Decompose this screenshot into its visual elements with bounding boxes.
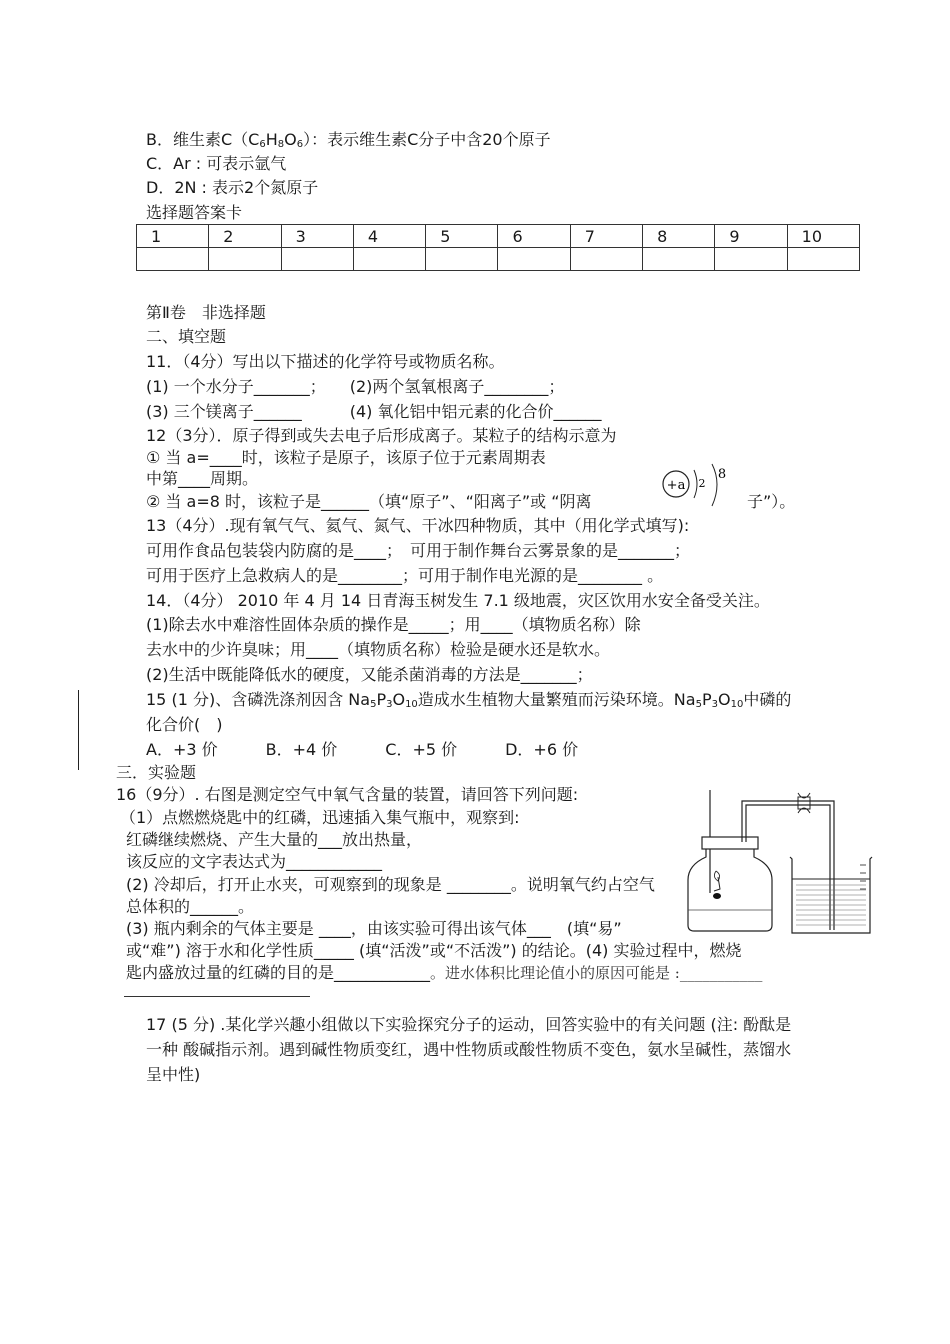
answer-cell[interactable]	[787, 248, 859, 271]
answer-cell[interactable]	[137, 248, 209, 271]
answer-cell[interactable]	[570, 248, 642, 271]
question-11-line1: (1) 一个水分子_______； (2)两个氢氧根离子________；	[146, 377, 565, 396]
question-16-line4: (2) 冷却后，打开止水夹，可观察到的现象是 ________。说明氧气约占空气	[126, 875, 655, 894]
question-12-line2: 中第____周期。	[146, 469, 259, 488]
section-heading: 二、填空题	[146, 327, 227, 346]
answer-table	[136, 224, 860, 271]
answer-cell[interactable]	[426, 248, 498, 271]
table-cell: 1	[137, 225, 209, 248]
question-13-line2: 可用于医疗上急救病人的是________；可用于制作电光源的是________ 。	[146, 566, 664, 585]
question-11: 11．（4分）写出以下描述的化学符号或物质名称。	[146, 352, 505, 371]
question-13-line1: 可用作食品包装袋内防腐的是____； 可用于制作舞台云雾景象的是_______；	[146, 541, 691, 560]
question-16-line6: (3) 瓶内剩余的气体主要是 ____，由该实验可得出该气体___ (填“易”	[126, 919, 622, 938]
question-13: 13（4分）.现有氧气气、氦气、氮气、干冰四种物质，其中（用化学式填写):	[146, 516, 690, 535]
answer-cell[interactable]	[209, 248, 281, 271]
question-16-line8: 匙内盛放过量的红磷的目的是____________。进水体积比理论值小的原因可能是 :___________	[126, 963, 763, 982]
question-16: 16（9分）. 右图是测定空气中氧气含量的装置，请回答下列问题:	[116, 785, 579, 804]
answer-cell[interactable]	[715, 248, 787, 271]
table-row	[137, 248, 860, 271]
margin-bar	[78, 690, 79, 770]
table-row	[137, 225, 860, 248]
section-title: 第Ⅱ卷 非选择题	[146, 303, 266, 322]
table-cell: 4	[353, 225, 425, 248]
table-cell: 10	[787, 225, 859, 248]
table-cell: 9	[715, 225, 787, 248]
question-12-line1: ① 当 a=____时，该粒子是原子，该原子位于元素周期表	[146, 448, 546, 467]
answer-cell[interactable]	[281, 248, 353, 271]
nucleus-label: +a	[666, 478, 686, 493]
question-14-line2: 去水中的少许臭味；用____（填物质名称）检验是硬水还是软水。	[146, 640, 611, 659]
question-16-line1: （1）点燃燃烧匙中的红磷，迅速插入集气瓶中，观察到:	[120, 808, 520, 827]
question-16-line2: 红磷继续燃烧、产生大量的___放出热量，	[126, 830, 423, 849]
question-15-options: A．+3 价 B．+4 价 C．+5 价 D．+6 价	[146, 740, 579, 759]
table-cell: 3	[281, 225, 353, 248]
question-12: 12（3分）．原子得到或失去电子后形成离子。某粒子的结构示意为	[146, 426, 617, 445]
table-cell: 7	[570, 225, 642, 248]
shell1-label: 2	[698, 477, 706, 490]
section-heading-3: 三．实验题	[116, 763, 197, 782]
question-15-line2: 化合价( )	[146, 715, 223, 734]
question-12-line3-end: 子”）。	[747, 492, 796, 511]
oxygen-experiment-apparatus	[680, 785, 875, 935]
answer-card-title: 选择题答案卡	[146, 203, 243, 222]
question-17: 17 (5 分) .某化学兴趣小组做以下实验探究分子的运动，回答实验中的有关问题 (注: 酚酞是	[146, 1015, 792, 1034]
table-cell: 8	[643, 225, 715, 248]
question-11-line2: (3) 三个镁离子______ (4) 氧化铝中铝元素的化合价______	[146, 402, 602, 421]
answer-cell[interactable]	[643, 248, 715, 271]
option-b: B．维生素$C(C_6H_8O_6)$：表示维生素C分子中含20个原子	[146, 130, 551, 150]
question-16-line3: 该反应的文字表达式为____________	[126, 852, 383, 871]
question-17-line3: 呈中性)	[146, 1065, 201, 1084]
question-16-line7: 或“难”) 溶于水和化学性质_____ (填“活泼”或“不活泼”) 的结论。(4) 实验过程中，燃烧	[126, 941, 742, 960]
shell2-label: 8	[717, 467, 727, 482]
question-14: 14．（4分） 2010 年 4 月 14 日青海玉树发生 7.1 级地震，灾区饮用水安全备受关注。	[146, 591, 770, 610]
answer-cell[interactable]	[498, 248, 570, 271]
atom-structure-diagram	[660, 462, 740, 512]
table-cell: 6	[498, 225, 570, 248]
question-17-line2: 一种 酸碱指示剂。遇到碱性物质变红，遇中性物质或酸性物质不变色，氨水呈碱性，蒸馏水	[146, 1040, 792, 1059]
answer-underline	[124, 996, 310, 997]
question-16-line5: 总体积的______。	[126, 897, 255, 916]
question-12-line3: ② 当 a=8 时，该粒子是______（填“原子”、“阳离子”或 “阴离	[146, 492, 592, 511]
option-c: C．Ar : 可表示氩气	[146, 154, 287, 173]
question-15: 15 (1 分)、含磷洗涤剂因含 $Na_5P_3O_{10}$造成水生植物大量繁殖而污染环境。$Na_5P_3O_{10}$中磷的	[146, 690, 792, 710]
option-d: D．2N : 表示2个氮原子	[146, 178, 319, 197]
question-14-line1: (1)除去水中难溶性固体杂质的操作是_____；用____（填物质名称）除	[146, 615, 641, 634]
answer-cell[interactable]	[353, 248, 425, 271]
question-14-line3: (2)生活中既能降低水的硬度，又能杀菌消毒的方法是_______；	[146, 665, 593, 684]
table-cell: 5	[426, 225, 498, 248]
table-cell: 2	[209, 225, 281, 248]
